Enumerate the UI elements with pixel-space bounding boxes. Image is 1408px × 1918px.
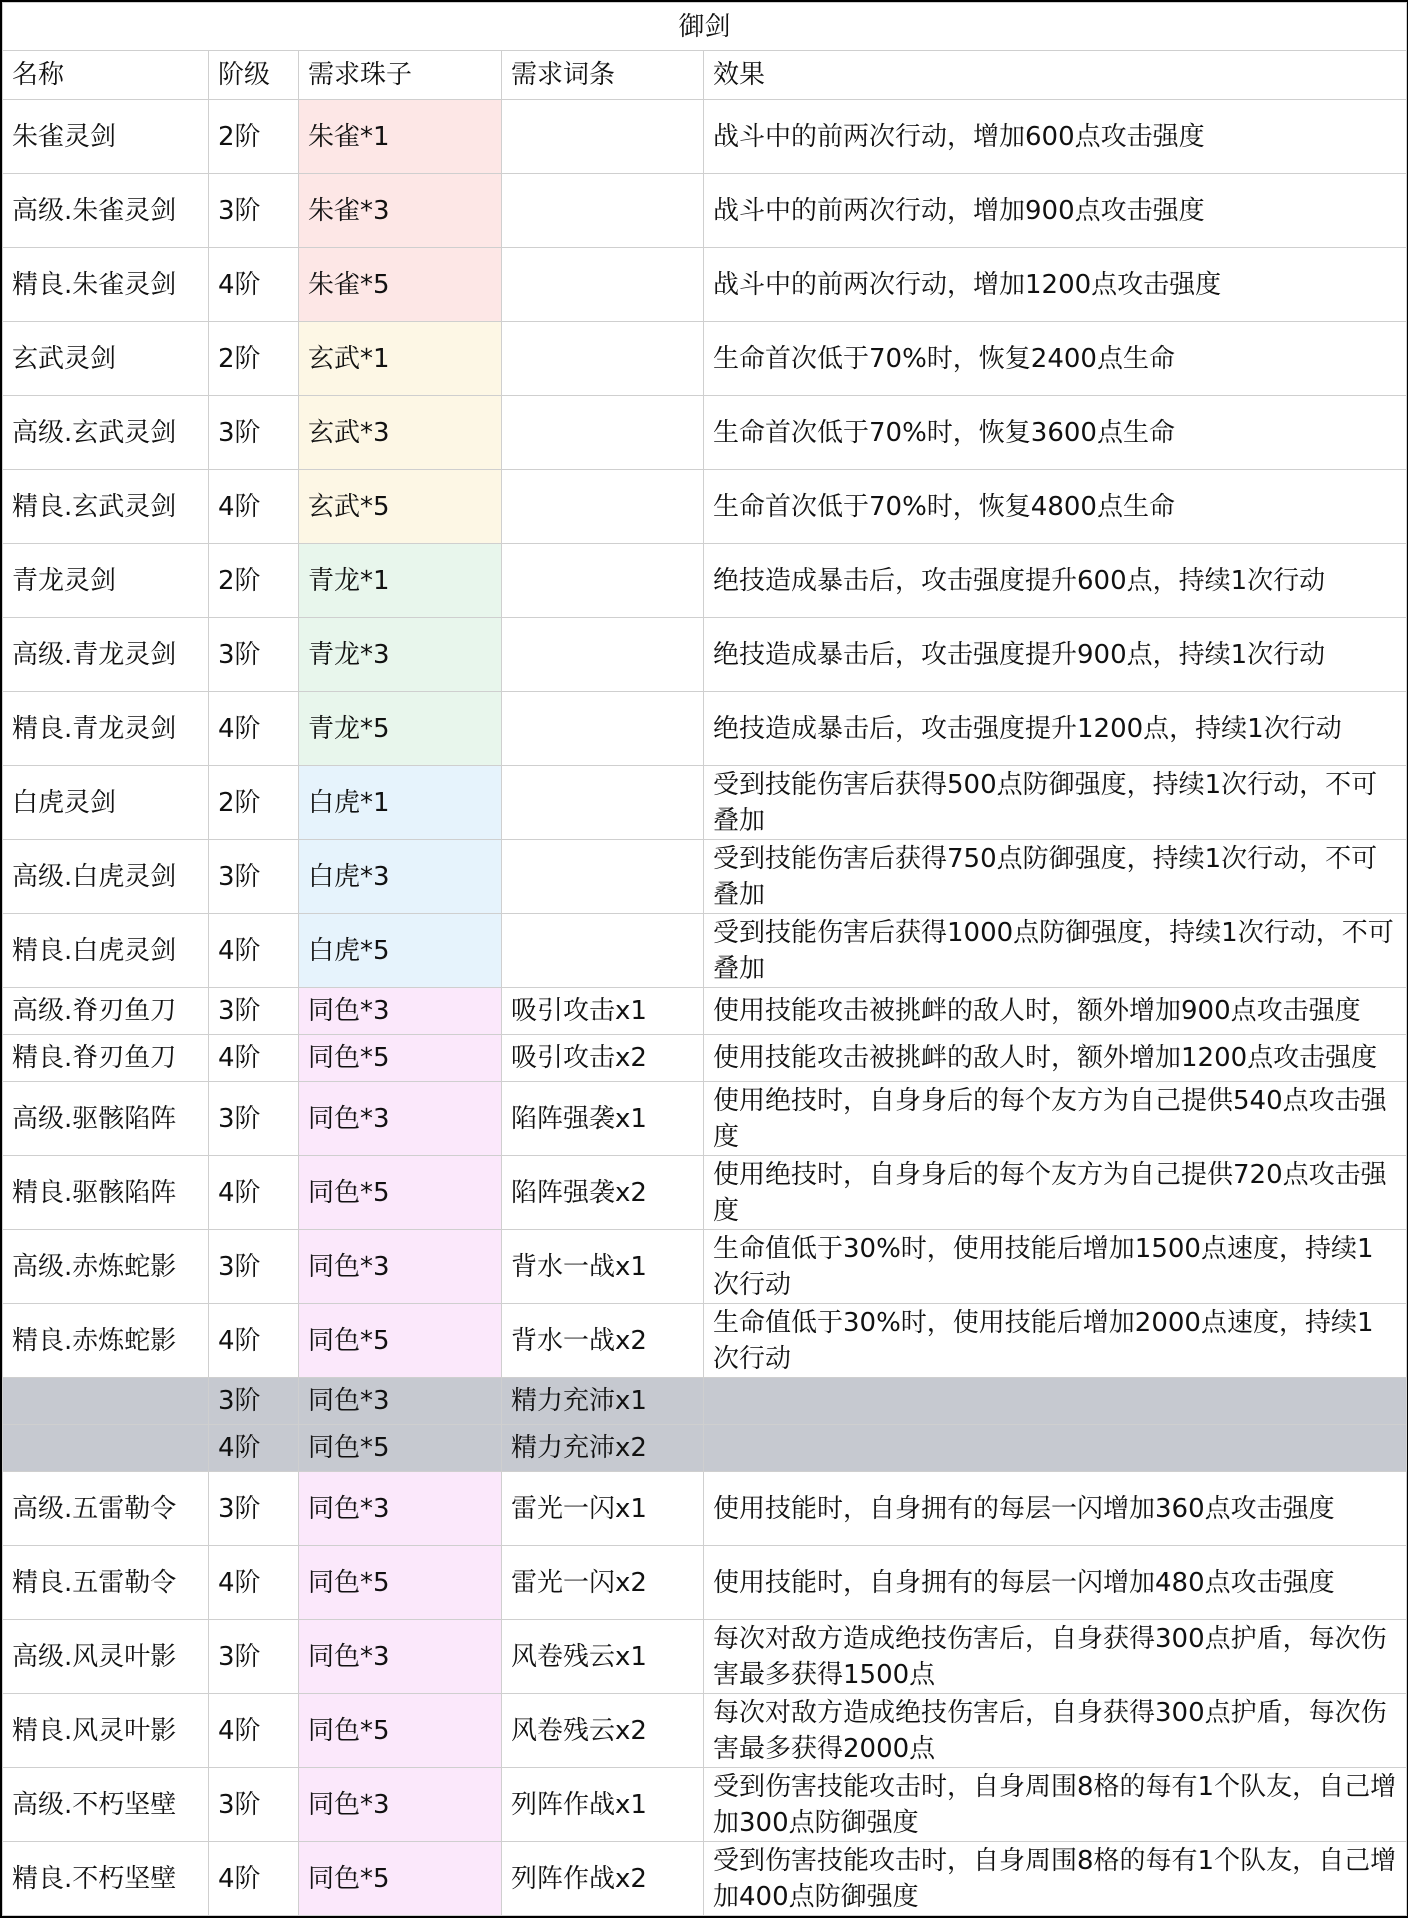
- effect-cell: 每次对敌方造成绝技伤害后，自身获得300点护盾，每次伤害最多获得1500点: [704, 1620, 1407, 1694]
- tier-cell: 2阶: [209, 322, 299, 396]
- name-cell: 高级.赤炼蛇影: [3, 1230, 209, 1304]
- name-cell: 高级.朱雀灵剑: [3, 174, 209, 248]
- name-cell: [3, 1378, 209, 1425]
- effect-cell: 受到伤害技能攻击时，自身周围8格的每有1个队友，自己增加400点防御强度: [704, 1842, 1407, 1916]
- bead-cell: 同色*3: [299, 1472, 502, 1546]
- name-cell: 高级.白虎灵剑: [3, 840, 209, 914]
- entry-cell: 雷光一闪x1: [502, 1472, 704, 1546]
- tier-cell: 4阶: [209, 914, 299, 988]
- name-cell: 高级.不朽坚壁: [3, 1768, 209, 1842]
- tier-cell: 3阶: [209, 1768, 299, 1842]
- name-cell: 高级.驱骸陷阵: [3, 1082, 209, 1156]
- name-cell: 朱雀灵剑: [3, 100, 209, 174]
- tier-cell: 3阶: [209, 988, 299, 1035]
- name-cell: 精良.白虎灵剑: [3, 914, 209, 988]
- entry-cell: [502, 174, 704, 248]
- tier-cell: 3阶: [209, 1620, 299, 1694]
- bead-cell: 白虎*1: [299, 766, 502, 840]
- name-cell: 高级.五雷勒令: [3, 1472, 209, 1546]
- entry-cell: [502, 544, 704, 618]
- table-row: [3, 988, 1407, 1035]
- effect-cell: 生命首次低于70%时，恢复4800点生命: [704, 470, 1407, 544]
- effect-cell: 使用技能时，自身拥有的每层一闪增加480点攻击强度: [704, 1546, 1407, 1620]
- effect-cell: 绝技造成暴击后，攻击强度提升600点，持续1次行动: [704, 544, 1407, 618]
- header-name: 名称: [3, 51, 209, 100]
- entry-cell: 陷阵强袭x1: [502, 1082, 704, 1156]
- entry-cell: [502, 766, 704, 840]
- bead-cell: 同色*5: [299, 1035, 502, 1082]
- table-row: [3, 396, 1407, 470]
- table-row: [3, 692, 1407, 766]
- name-cell: 高级.青龙灵剑: [3, 618, 209, 692]
- table-row: [3, 618, 1407, 692]
- tier-cell: 3阶: [209, 396, 299, 470]
- table-row: [3, 1768, 1407, 1842]
- effect-cell: 受到技能伤害后获得500点防御强度，持续1次行动，不可叠加: [704, 766, 1407, 840]
- tier-cell: 4阶: [209, 1304, 299, 1378]
- bead-cell: 同色*3: [299, 1082, 502, 1156]
- entry-cell: 精力充沛x2: [502, 1425, 704, 1472]
- name-cell: 精良.五雷勒令: [3, 1546, 209, 1620]
- tier-cell: 4阶: [209, 470, 299, 544]
- tier-cell: 3阶: [209, 618, 299, 692]
- entry-cell: 列阵作战x1: [502, 1768, 704, 1842]
- tier-cell: 3阶: [209, 1082, 299, 1156]
- table-row: [3, 470, 1407, 544]
- tier-cell: 2阶: [209, 100, 299, 174]
- table-row: [3, 1546, 1407, 1620]
- bead-cell: 朱雀*1: [299, 100, 502, 174]
- name-cell: 高级.玄武灵剑: [3, 396, 209, 470]
- table-row: [3, 1082, 1407, 1156]
- effect-cell: 生命首次低于70%时，恢复3600点生命: [704, 396, 1407, 470]
- table-row: [3, 174, 1407, 248]
- sword-equipment-table: [2, 2, 1407, 1916]
- effect-cell: 使用技能攻击被挑衅的敌人时，额外增加1200点攻击强度: [704, 1035, 1407, 1082]
- entry-cell: 风卷残云x1: [502, 1620, 704, 1694]
- name-cell: [3, 1425, 209, 1472]
- effect-cell: 每次对敌方造成绝技伤害后，自身获得300点护盾，每次伤害最多获得2000点: [704, 1694, 1407, 1768]
- bead-cell: 同色*5: [299, 1425, 502, 1472]
- table-row: [3, 1425, 1407, 1472]
- entry-cell: [502, 248, 704, 322]
- bead-cell: 同色*3: [299, 1620, 502, 1694]
- effect-cell: 生命值低于30%时，使用技能后增加2000点速度，持续1次行动: [704, 1304, 1407, 1378]
- bead-cell: 玄武*5: [299, 470, 502, 544]
- effect-cell: 使用技能攻击被挑衅的敌人时，额外增加900点攻击强度: [704, 988, 1407, 1035]
- effect-cell: 受到技能伤害后获得1000点防御强度，持续1次行动，不可叠加: [704, 914, 1407, 988]
- entry-cell: 列阵作战x2: [502, 1842, 704, 1916]
- effect-cell: [704, 1378, 1407, 1425]
- bead-cell: 同色*5: [299, 1694, 502, 1768]
- table-row: [3, 1842, 1407, 1916]
- entry-cell: 陷阵强袭x2: [502, 1156, 704, 1230]
- bead-cell: 同色*3: [299, 1230, 502, 1304]
- table-title: 御剑: [3, 3, 1407, 51]
- table-row: [3, 1472, 1407, 1546]
- tier-cell: 3阶: [209, 174, 299, 248]
- table-row: [3, 1230, 1407, 1304]
- bead-cell: 同色*5: [299, 1546, 502, 1620]
- bead-cell: 朱雀*5: [299, 248, 502, 322]
- effect-cell: 生命值低于30%时，使用技能后增加1500点速度，持续1次行动: [704, 1230, 1407, 1304]
- tier-cell: 3阶: [209, 840, 299, 914]
- bead-cell: 同色*5: [299, 1842, 502, 1916]
- bead-cell: 同色*3: [299, 1378, 502, 1425]
- entry-cell: [502, 100, 704, 174]
- header-entry: 需求词条: [502, 51, 704, 100]
- effect-cell: 使用绝技时，自身身后的每个友方为自己提供720点攻击强度: [704, 1156, 1407, 1230]
- tier-cell: 3阶: [209, 1230, 299, 1304]
- effect-cell: 战斗中的前两次行动，增加600点攻击强度: [704, 100, 1407, 174]
- bead-cell: 同色*5: [299, 1304, 502, 1378]
- name-cell: 精良.不朽坚壁: [3, 1842, 209, 1916]
- bead-cell: 青龙*3: [299, 618, 502, 692]
- entry-cell: [502, 840, 704, 914]
- name-cell: 精良.脊刃鱼刀: [3, 1035, 209, 1082]
- entry-cell: 吸引攻击x1: [502, 988, 704, 1035]
- tier-cell: 4阶: [209, 1035, 299, 1082]
- header-tier: 阶级: [209, 51, 299, 100]
- table-row: [3, 1304, 1407, 1378]
- effect-cell: 受到伤害技能攻击时，自身周围8格的每有1个队友，自己增加300点防御强度: [704, 1768, 1407, 1842]
- tier-cell: 2阶: [209, 544, 299, 618]
- entry-cell: [502, 692, 704, 766]
- name-cell: 精良.驱骸陷阵: [3, 1156, 209, 1230]
- effect-cell: 战斗中的前两次行动，增加1200点攻击强度: [704, 248, 1407, 322]
- entry-cell: [502, 618, 704, 692]
- name-cell: 白虎灵剑: [3, 766, 209, 840]
- entry-cell: 风卷残云x2: [502, 1694, 704, 1768]
- table-row: [3, 100, 1407, 174]
- name-cell: 精良.青龙灵剑: [3, 692, 209, 766]
- tier-cell: 3阶: [209, 1378, 299, 1425]
- entry-cell: 雷光一闪x2: [502, 1546, 704, 1620]
- entry-cell: [502, 914, 704, 988]
- effect-cell: [704, 1425, 1407, 1472]
- entry-cell: 精力充沛x1: [502, 1378, 704, 1425]
- tier-cell: 4阶: [209, 1694, 299, 1768]
- bead-cell: 同色*5: [299, 1156, 502, 1230]
- entry-cell: [502, 396, 704, 470]
- bead-cell: 同色*3: [299, 988, 502, 1035]
- name-cell: 高级.脊刃鱼刀: [3, 988, 209, 1035]
- table-row: [3, 1694, 1407, 1768]
- effect-cell: 战斗中的前两次行动，增加900点攻击强度: [704, 174, 1407, 248]
- bead-cell: 玄武*3: [299, 396, 502, 470]
- entry-cell: 背水一战x1: [502, 1230, 704, 1304]
- name-cell: 青龙灵剑: [3, 544, 209, 618]
- entry-cell: [502, 322, 704, 396]
- header-effect: 效果: [704, 51, 1407, 100]
- table-row: [3, 1620, 1407, 1694]
- entry-cell: [502, 470, 704, 544]
- bead-cell: 青龙*1: [299, 544, 502, 618]
- header-bead: 需求珠子: [299, 51, 502, 100]
- name-cell: 精良.玄武灵剑: [3, 470, 209, 544]
- entry-cell: 背水一战x2: [502, 1304, 704, 1378]
- name-cell: 高级.风灵叶影: [3, 1620, 209, 1694]
- bead-cell: 青龙*5: [299, 692, 502, 766]
- table-row: [3, 248, 1407, 322]
- table-row: [3, 1156, 1407, 1230]
- table-row: [3, 840, 1407, 914]
- tier-cell: 4阶: [209, 1842, 299, 1916]
- effect-cell: 绝技造成暴击后，攻击强度提升900点，持续1次行动: [704, 618, 1407, 692]
- tier-cell: 4阶: [209, 1425, 299, 1472]
- effect-cell: 生命首次低于70%时，恢复2400点生命: [704, 322, 1407, 396]
- tier-cell: 4阶: [209, 692, 299, 766]
- table-row: [3, 544, 1407, 618]
- table-row: [3, 914, 1407, 988]
- effect-cell: 使用技能时，自身拥有的每层一闪增加360点攻击强度: [704, 1472, 1407, 1546]
- table-row: [3, 1035, 1407, 1082]
- tier-cell: 4阶: [209, 1546, 299, 1620]
- effect-cell: 使用绝技时，自身身后的每个友方为自己提供540点攻击强度: [704, 1082, 1407, 1156]
- entry-cell: 吸引攻击x2: [502, 1035, 704, 1082]
- tier-cell: 4阶: [209, 248, 299, 322]
- name-cell: 玄武灵剑: [3, 322, 209, 396]
- name-cell: 精良.风灵叶影: [3, 1694, 209, 1768]
- tier-cell: 4阶: [209, 1156, 299, 1230]
- bead-cell: 玄武*1: [299, 322, 502, 396]
- bead-cell: 白虎*3: [299, 840, 502, 914]
- tier-cell: 2阶: [209, 766, 299, 840]
- table-row: [3, 322, 1407, 396]
- name-cell: 精良.赤炼蛇影: [3, 1304, 209, 1378]
- tier-cell: 3阶: [209, 1472, 299, 1546]
- bead-cell: 白虎*5: [299, 914, 502, 988]
- table-row: [3, 766, 1407, 840]
- bead-cell: 同色*3: [299, 1768, 502, 1842]
- bead-cell: 朱雀*3: [299, 174, 502, 248]
- table-row: [3, 1378, 1407, 1425]
- effect-cell: 绝技造成暴击后，攻击强度提升1200点，持续1次行动: [704, 692, 1407, 766]
- name-cell: 精良.朱雀灵剑: [3, 248, 209, 322]
- effect-cell: 受到技能伤害后获得750点防御强度，持续1次行动，不可叠加: [704, 840, 1407, 914]
